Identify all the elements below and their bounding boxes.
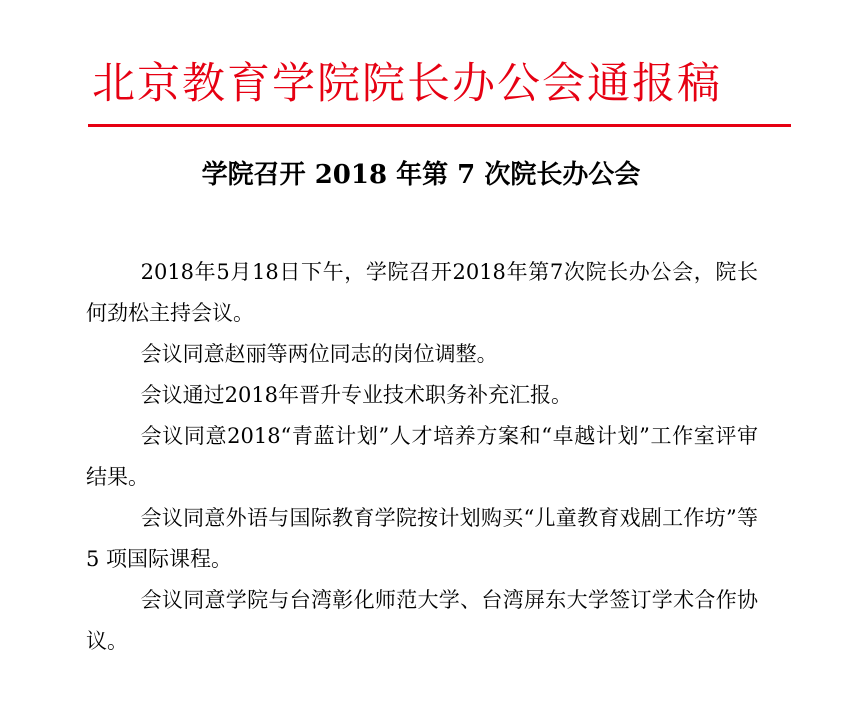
paragraph-promotion-report: 会议通过2018年晋升专业技术职务补充汇报。 — [140, 383, 573, 407]
paragraph-meeting-intro: 2018年5月18日下午，学院召开2018年第7次院长办公会，院长何劲松主持会议。 — [86, 260, 758, 325]
red-divider-rule — [88, 124, 791, 127]
document-title: 学院召开 2018 年第 7 次院长办公会 — [201, 160, 641, 190]
document-body — [86, 252, 758, 662]
masthead-title: 北京教育学院院长办公会通报稿 — [92, 59, 722, 109]
paragraph-talent-programs: 会议同意2018“青蓝计划”人才培养方案和“卓越计划”工作室评审结果。 — [86, 424, 758, 489]
paragraph-academic-agreement: 会议同意学院与台湾彰化师范大学、台湾屏东大学签订学术合作协议。 — [86, 588, 758, 653]
paragraph-international-courses: 会议同意外语与国际教育学院按计划购买“儿童教育戏剧工作坊”等 5 项国际课程。 — [86, 506, 758, 571]
paragraph-position-adjustment: 会议同意赵丽等两位同志的岗位调整。 — [140, 342, 498, 366]
